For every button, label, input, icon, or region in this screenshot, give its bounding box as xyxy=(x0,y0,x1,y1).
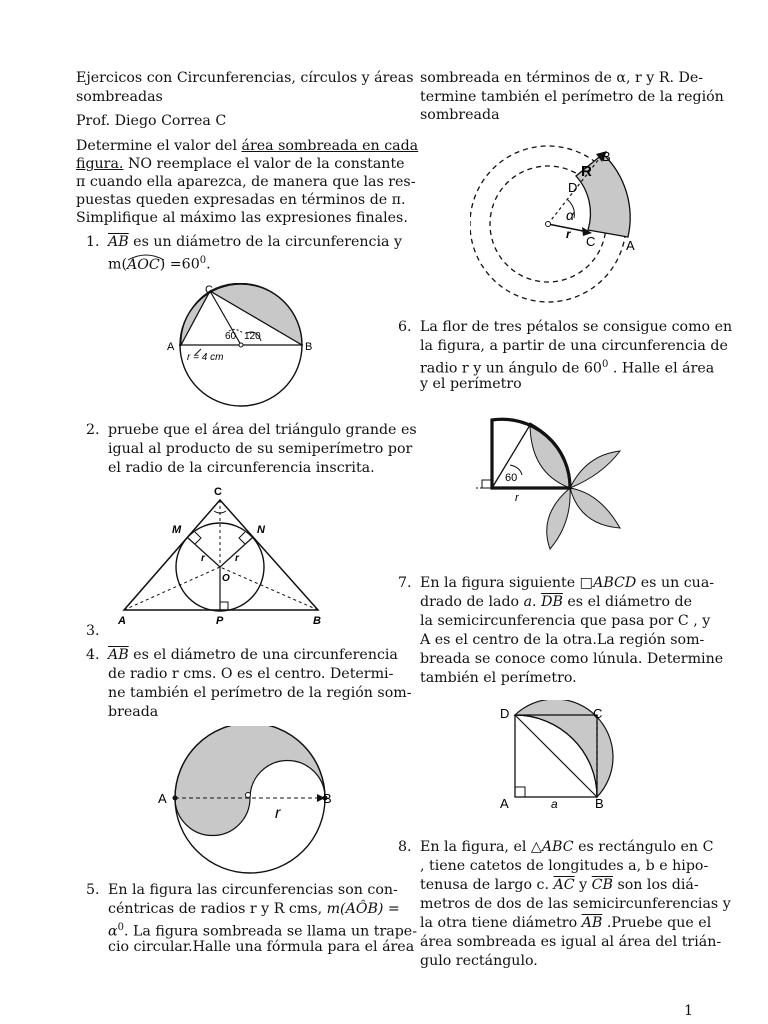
svg-text:r: r xyxy=(275,805,281,822)
svg-text:P: P xyxy=(216,615,224,627)
figure-4-yinyang xyxy=(155,726,345,876)
svg-text:D: D xyxy=(500,706,510,721)
figure-2-incircle xyxy=(110,483,340,633)
svg-text:B: B xyxy=(602,149,611,164)
svg-text:A: A xyxy=(118,615,126,627)
svg-text:α: α xyxy=(566,207,574,223)
svg-text:A: A xyxy=(626,238,635,253)
label-60: 60 xyxy=(225,331,237,342)
svg-text:60: 60 xyxy=(505,472,518,484)
svg-text:r: r xyxy=(566,227,571,241)
svg-text:a: a xyxy=(551,797,558,811)
doc-title-line1: Ejercicos con Circunferencias, círculos y áreas xyxy=(76,70,414,86)
label-radius: r = 4 cm xyxy=(187,352,224,363)
svg-text:D: D xyxy=(568,180,578,195)
svg-text:C: C xyxy=(586,234,596,249)
label-B: B xyxy=(305,341,313,353)
figure-5-circular-trapezoid xyxy=(470,140,650,305)
svg-text:C: C xyxy=(593,706,603,721)
svg-text:C: C xyxy=(214,486,222,498)
svg-text:O: O xyxy=(222,573,230,584)
svg-text:M: M xyxy=(172,524,182,536)
svg-text:R: R xyxy=(581,163,592,180)
svg-text:A: A xyxy=(500,796,509,811)
svg-text:r: r xyxy=(515,492,519,504)
page-number: 1 xyxy=(684,1003,694,1019)
label-120: 120 xyxy=(244,331,261,342)
svg-text:A: A xyxy=(158,791,167,806)
label-A: A xyxy=(167,341,175,353)
svg-text:r: r xyxy=(201,553,205,564)
doc-title-line2: sombreadas xyxy=(76,89,163,105)
figure-7-lunule xyxy=(495,700,625,815)
author: Prof. Diego Correa C xyxy=(76,113,227,129)
svg-text:B: B xyxy=(595,796,604,811)
svg-text:B: B xyxy=(323,791,332,806)
figure-6-flower xyxy=(472,415,622,555)
svg-text:B: B xyxy=(313,615,321,627)
svg-text:N: N xyxy=(257,524,265,536)
svg-text:r: r xyxy=(235,553,239,564)
label-C: C xyxy=(205,284,213,296)
figure-1-circle xyxy=(165,283,325,418)
